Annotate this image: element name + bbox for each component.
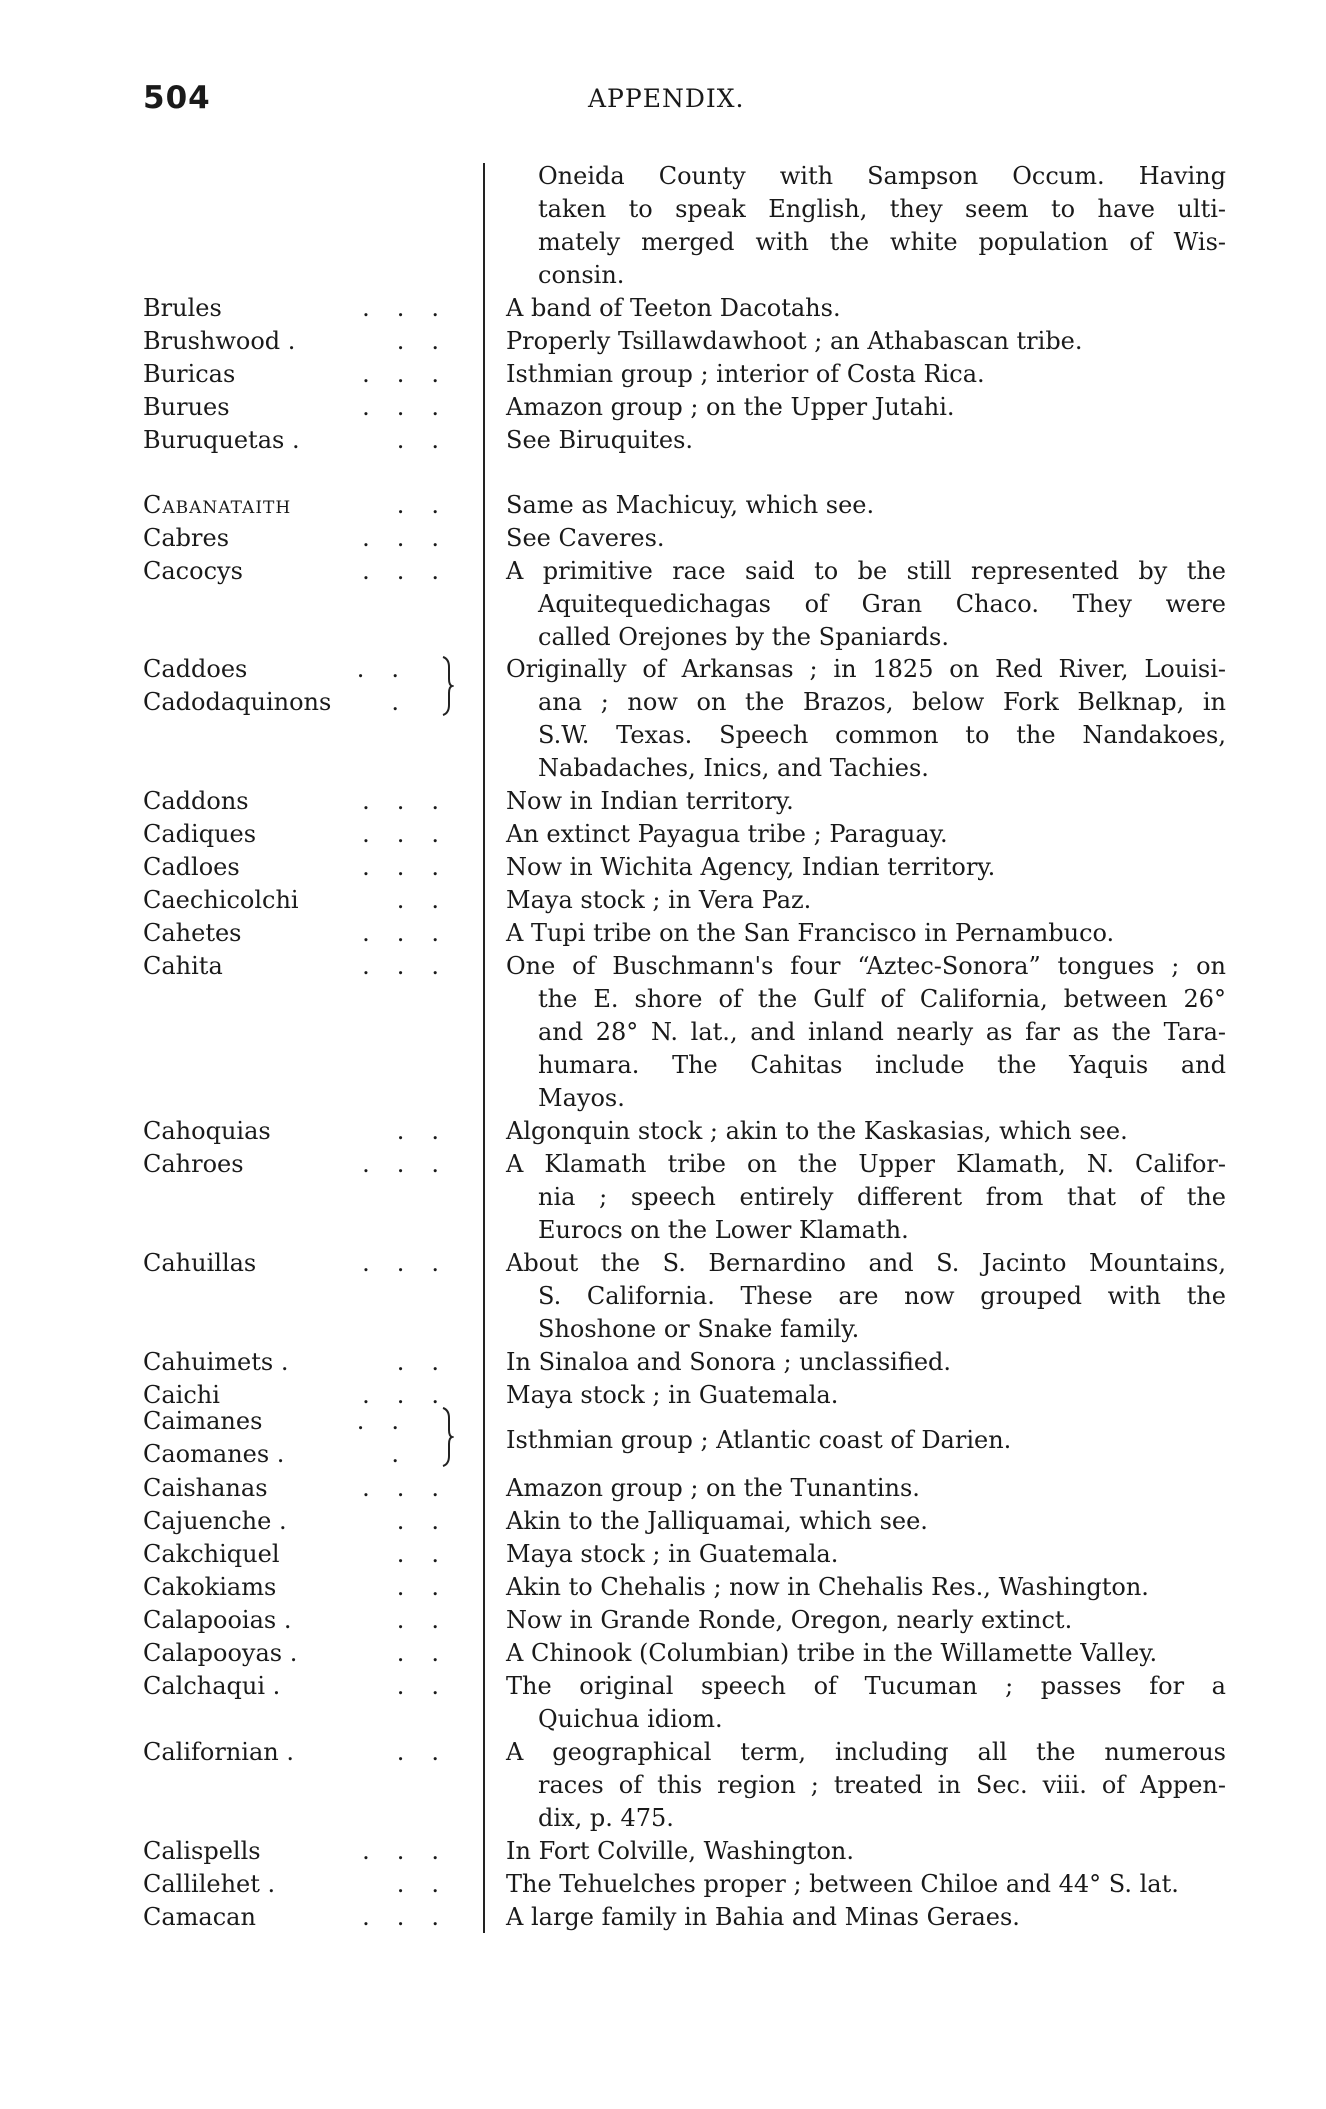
entry-name: Callilehet . — [143, 1870, 276, 1898]
entry-desc: Nabadaches, Inics, and Tachies. — [538, 754, 929, 782]
leader-dots: .. — [396, 886, 466, 914]
entry-desc: Properly Tsillawdawhoot ; an Athabascan tribe. — [506, 327, 1083, 355]
entry-name: Calispells — [143, 1837, 261, 1865]
leader-dots: .. — [356, 655, 426, 683]
entry-desc: Maya stock ; in Vera Paz. — [506, 886, 812, 914]
leader-dots: .. — [396, 1738, 466, 1766]
entry-desc: races of this region ; treated in Sec. viii. of Appen- — [538, 1771, 1226, 1799]
entry-name: Calchaqui . — [143, 1672, 281, 1700]
entry-desc: Shoshone or Snake family. — [538, 1315, 860, 1343]
entry-name: Cadloes — [143, 853, 240, 881]
leader-dots: ... — [362, 1381, 466, 1409]
entry-desc: Isthmian group ; Atlantic coast of Darien. — [506, 1426, 1012, 1454]
entry-desc: A geographical term, including all the numerous — [506, 1738, 1226, 1766]
leader-dots: ... — [362, 952, 466, 980]
entry-name: Caechicolchi — [143, 886, 299, 914]
entry-name: Caichi — [143, 1381, 220, 1409]
leader-dots: ... — [362, 1249, 466, 1277]
entry-name: Cabres — [143, 524, 230, 552]
leader-dots: .. — [396, 1639, 466, 1667]
entry-desc: Now in Wichita Agency, Indian territory. — [506, 853, 996, 881]
entry-name: Caddoes — [143, 655, 248, 683]
leader-dots: ... — [362, 1837, 466, 1865]
leader-dots: .. — [396, 1606, 466, 1634]
entry-name: Caddons — [143, 787, 249, 815]
entry-desc: A primitive race said to be still represented by the — [506, 557, 1226, 585]
entry-desc: A Chinook (Columbian) tribe in the Willamette Valley. — [506, 1639, 1158, 1667]
entry-desc: Same as Machicuy, which see. — [506, 491, 875, 519]
entry-desc: An extinct Payagua tribe ; Paraguay. — [506, 820, 948, 848]
entry-name: Caishanas — [143, 1474, 268, 1502]
entry-name: Cahuillas — [143, 1249, 257, 1277]
leader-dots: ... — [362, 557, 466, 585]
entry-desc: Maya stock ; in Guatemala. — [506, 1540, 839, 1568]
entry-name: Caomanes . — [143, 1440, 285, 1468]
entry-name: Cajuenche . — [143, 1507, 287, 1535]
continuation-line: Oneida County with Sampson Occum. Having — [538, 162, 1226, 190]
entry-name: Calapooyas . — [143, 1639, 298, 1667]
leader-dots: .. — [396, 1870, 466, 1898]
leader-dots: .. — [396, 1117, 466, 1145]
page-number: 504 — [143, 80, 211, 116]
leader-dots: . — [391, 688, 426, 716]
leader-dots: ... — [362, 360, 466, 388]
entry-desc: called Orejones by the Spaniards. — [538, 623, 949, 651]
entry-name: Cabanataith — [143, 491, 292, 519]
entry-name: Burues — [143, 393, 230, 421]
entry-desc: Akin to Chehalis ; now in Chehalis Res., Washington. — [506, 1573, 1149, 1601]
entry-desc: Amazon group ; on the Tunantins. — [506, 1474, 920, 1502]
leader-dots: . — [391, 1440, 426, 1468]
leader-dots: .. — [396, 1573, 466, 1601]
entry-desc: Amazon group ; on the Upper Jutahi. — [506, 393, 955, 421]
leader-dots: .. — [396, 1507, 466, 1535]
entry-desc: S.W. Texas. Speech common to the Nandakoes, — [538, 721, 1226, 749]
entry-name: Cakokiams — [143, 1573, 277, 1601]
leader-dots: .. — [396, 426, 466, 454]
entry-name: Cahetes — [143, 919, 242, 947]
entry-name: Cahroes — [143, 1150, 244, 1178]
entry-desc: See Biruquites. — [506, 426, 694, 454]
leader-dots: ... — [362, 853, 466, 881]
continuation-line: consin. — [538, 261, 625, 289]
leader-dots: .. — [396, 491, 466, 519]
column-rule — [483, 163, 485, 1933]
leader-dots: ... — [362, 1903, 466, 1931]
entry-desc: Eurocs on the Lower Klamath. — [538, 1216, 909, 1244]
entry-name: Calapooias . — [143, 1606, 292, 1634]
leader-dots: .. — [396, 1348, 466, 1376]
entry-desc: nia ; speech entirely different from that of the — [538, 1183, 1226, 1211]
entry-desc: dix, p. 475. — [538, 1804, 674, 1832]
entry-desc: Quichua idiom. — [538, 1705, 723, 1733]
entry-desc: ana ; now on the Brazos, below Fork Belknap, in — [538, 688, 1226, 716]
entry-name: Cadodaquinons — [143, 688, 332, 716]
leader-dots: ... — [362, 919, 466, 947]
entry-name: Buricas — [143, 360, 236, 388]
entry-name: Caimanes — [143, 1407, 263, 1435]
entry-desc: Algonquin stock ; akin to the Kaskasias, which see. — [506, 1117, 1128, 1145]
running-head: APPENDIX. — [588, 84, 745, 113]
entry-desc: See Caveres. — [506, 524, 665, 552]
entry-desc: Now in Indian territory. — [506, 787, 794, 815]
entry-desc: A band of Teeton Dacotahs. — [506, 294, 841, 322]
leader-dots: ... — [362, 820, 466, 848]
continuation-line: mately merged with the white population of Wis- — [538, 228, 1226, 256]
entry-desc: Mayos. — [538, 1084, 625, 1112]
entry-desc: A Tupi tribe on the San Francisco in Pernambuco. — [506, 919, 1115, 947]
entry-desc: Now in Grande Ronde, Oregon, nearly extinct. — [506, 1606, 1073, 1634]
leader-dots: ... — [362, 787, 466, 815]
entry-desc: the E. shore of the Gulf of California, between 26° — [538, 985, 1226, 1013]
leader-dots: ... — [362, 1150, 466, 1178]
entry-name: Cacocys — [143, 557, 243, 585]
leader-dots: ... — [362, 524, 466, 552]
leader-dots: .. — [396, 1672, 466, 1700]
entry-desc: One of Buschmann's four “Aztec-Sonora” tongues ; on — [506, 952, 1226, 980]
entry-name: Californian . — [143, 1738, 294, 1766]
entry-desc: In Fort Colville, Washington. — [506, 1837, 854, 1865]
leader-dots: .. — [356, 1407, 426, 1435]
leader-dots: ... — [362, 294, 466, 322]
entry-name: Brules — [143, 294, 222, 322]
leader-dots: ... — [362, 1474, 466, 1502]
continuation-line: taken to speak English, they seem to have ulti- — [538, 195, 1226, 223]
entry-desc: humara. The Cahitas include the Yaquis and — [538, 1051, 1226, 1079]
entry-name: Camacan — [143, 1903, 256, 1931]
entry-name: Cahita — [143, 952, 223, 980]
entry-desc: and 28° N. lat., and inland nearly as far as the Tara- — [538, 1018, 1226, 1046]
entry-name: Buruquetas . — [143, 426, 300, 454]
entry-desc: A large family in Bahia and Minas Geraes. — [506, 1903, 1020, 1931]
leader-dots: .. — [396, 1540, 466, 1568]
entry-name: Cadiques — [143, 820, 257, 848]
entry-name: Brushwood . — [143, 327, 296, 355]
leader-dots: .. — [396, 327, 466, 355]
entry-desc: Maya stock ; in Guatemala. — [506, 1381, 839, 1409]
entry-desc: Originally of Arkansas ; in 1825 on Red River, Louisi- — [506, 655, 1226, 683]
leader-dots: ... — [362, 393, 466, 421]
entry-desc: Aquitequedichagas of Gran Chaco. They were — [538, 590, 1226, 618]
entry-name: Cakchiquel — [143, 1540, 280, 1568]
entry-desc: About the S. Bernardino and S. Jacinto Mountains, — [506, 1249, 1226, 1277]
entry-desc: Isthmian group ; interior of Costa Rica. — [506, 360, 985, 388]
brace-icon — [440, 1406, 454, 1468]
brace-icon — [440, 655, 454, 717]
entry-name: Cahuimets . — [143, 1348, 289, 1376]
entry-desc: A Klamath tribe on the Upper Klamath, N. Califor- — [506, 1150, 1226, 1178]
entry-desc: The original speech of Tucuman ; passes for a — [506, 1672, 1226, 1700]
entry-name: Cahoquias — [143, 1117, 271, 1145]
entry-desc: Akin to the Jalliquamai, which see. — [506, 1507, 928, 1535]
entry-desc: The Tehuelches proper ; between Chiloe and 44° S. lat. — [506, 1870, 1179, 1898]
entry-desc: In Sinaloa and Sonora ; unclassified. — [506, 1348, 952, 1376]
entry-desc: S. California. These are now grouped with the — [538, 1282, 1226, 1310]
